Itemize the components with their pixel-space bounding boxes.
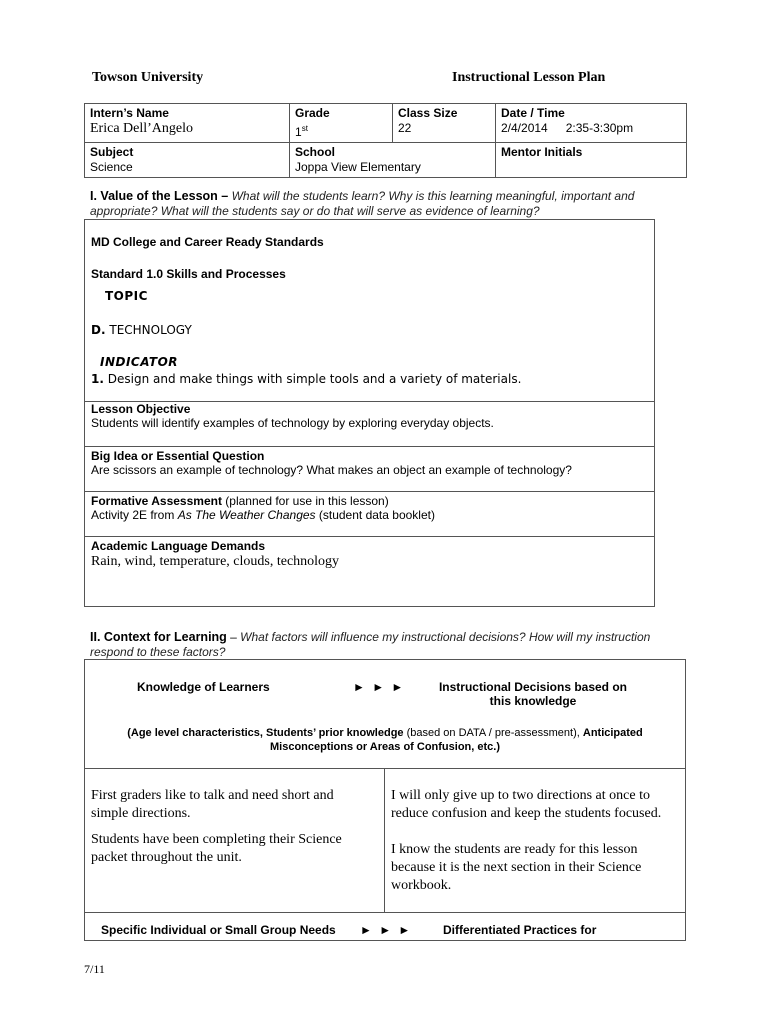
subject-value: Science	[90, 160, 133, 174]
big-idea-value: Are scissors an example of technology? What makes an object an example of technology?	[91, 463, 572, 477]
page-number: 7/11	[84, 962, 105, 976]
section-2-prompt: What factors will influence my instructional decisions? How will my instruction respond to these factors?	[90, 630, 651, 659]
grade-suffix: st	[301, 124, 308, 133]
grade-cell	[290, 104, 393, 143]
standards-title: MD College and Career Ready Standards	[91, 235, 324, 249]
note-part4: Misconceptions or Areas of Confusion, etc.)	[269, 741, 500, 753]
context-content-row	[85, 769, 685, 913]
mentor-initials-label: Mentor Initials	[501, 145, 583, 159]
indicator-label: INDICATOR	[100, 355, 179, 369]
learners-cell	[91, 787, 371, 867]
arrows-1: ► ► ►	[353, 680, 406, 694]
note-part1: (Age level characteristics, Students’ prior knowledge	[127, 727, 404, 739]
time-value: 2:35-3:30pm	[565, 121, 634, 135]
value-of-lesson-box	[84, 219, 655, 607]
intern-cell	[85, 104, 290, 143]
group-needs-row	[85, 913, 685, 942]
language-label: Academic Language Demands	[91, 539, 266, 553]
formative-note: (planned for use in this lesson)	[225, 494, 389, 508]
section-2-title: II. Context for Learning	[90, 630, 227, 644]
indicator-number: 1.	[91, 372, 104, 386]
intern-label: Intern’s Name	[90, 106, 169, 120]
grade-value: 1	[295, 125, 302, 139]
school-cell	[290, 143, 496, 178]
topic-line	[91, 323, 192, 337]
note-part3: Anticipated	[582, 727, 643, 739]
differentiated-practices-title: Differentiated Practices for	[443, 923, 597, 937]
context-header-row	[85, 660, 685, 769]
decision-point-1: I will only give up to two directions at once to reduce confusion and keep the students focused.	[391, 788, 662, 821]
subject-label: Subject	[90, 145, 134, 159]
objective-label: Lesson Objective	[91, 402, 191, 416]
topic-label: TOPIC	[105, 289, 148, 303]
language-value: Rain, wind, temperature, clouds, technology	[91, 554, 340, 569]
section-2-heading	[90, 630, 690, 660]
class-size-cell	[393, 104, 496, 143]
big-idea-label: Big Idea or Essential Question	[91, 449, 265, 463]
group-needs-title: Specific Individual or Small Group Needs	[101, 923, 336, 937]
standards-row	[85, 220, 654, 402]
formative-pre: Activity 2E from	[91, 508, 178, 522]
decision-point-2: I know the students are ready for this lesson because it is the next section in their Science workbook.	[391, 842, 642, 893]
topic-value: TECHNOLOGY	[109, 323, 192, 337]
big-idea-row	[85, 447, 654, 492]
context-note	[95, 726, 675, 754]
section-1-prompt: What will the students learn? Why is this learning meaningful, important and appropriate? What will the students say or do that will serve as evidence of learning?	[90, 189, 635, 218]
date-time-label: Date / Time	[501, 106, 565, 120]
context-for-learning-box	[84, 659, 686, 941]
decisions-cell	[391, 787, 681, 895]
class-size-value: 22	[398, 121, 412, 135]
decisions-title-line1: Instructional Decisions based on	[438, 680, 628, 694]
intern-value: Erica Dell’Angelo	[90, 121, 194, 136]
decisions-title-line2: this knowledge	[489, 694, 577, 708]
formative-post: (student data booklet)	[315, 508, 435, 522]
academic-language-row	[85, 537, 654, 606]
arrows-2: ► ► ►	[360, 923, 413, 937]
school-value: Joppa View Elementary	[295, 160, 421, 174]
column-divider	[384, 769, 385, 912]
grade-label: Grade	[295, 106, 330, 120]
learners-point-2: Students have been completing their Science packet throughout the unit.	[91, 832, 342, 865]
class-size-label: Class Size	[398, 106, 458, 120]
note-part2: (based on DATA / pre-assessment),	[403, 727, 583, 739]
objective-value: Students will identify examples of technology by exploring everyday objects.	[91, 416, 494, 430]
lesson-objective-row	[85, 402, 654, 447]
knowledge-of-learners-title: Knowledge of Learners	[137, 680, 270, 694]
topic-letter: D.	[91, 323, 106, 337]
instructional-decisions-title	[423, 680, 643, 708]
university-name: Towson University	[92, 70, 204, 85]
school-label: School	[295, 145, 336, 159]
standard-name: Standard 1.0 Skills and Processes	[91, 267, 286, 281]
formative-source: As The Weather Changes	[177, 508, 316, 522]
subject-cell	[85, 143, 290, 178]
document-title: Instructional Lesson Plan	[452, 70, 606, 85]
lesson-info-table	[84, 103, 687, 178]
indicator-value: Design and make things with simple tools and a variety of materials.	[107, 372, 522, 386]
indicator-line	[91, 372, 521, 386]
date-value: 2/4/2014	[501, 121, 548, 135]
section-1-heading	[90, 189, 690, 219]
mentor-cell	[496, 143, 687, 178]
section-2-dash: –	[226, 630, 241, 644]
formative-assessment-row	[85, 492, 654, 537]
section-1-title: I. Value of the Lesson –	[90, 189, 229, 203]
learners-point-1: First graders like to talk and need short and simple directions.	[91, 788, 334, 821]
formative-label: Formative Assessment	[91, 494, 222, 508]
date-time-cell	[496, 104, 687, 143]
